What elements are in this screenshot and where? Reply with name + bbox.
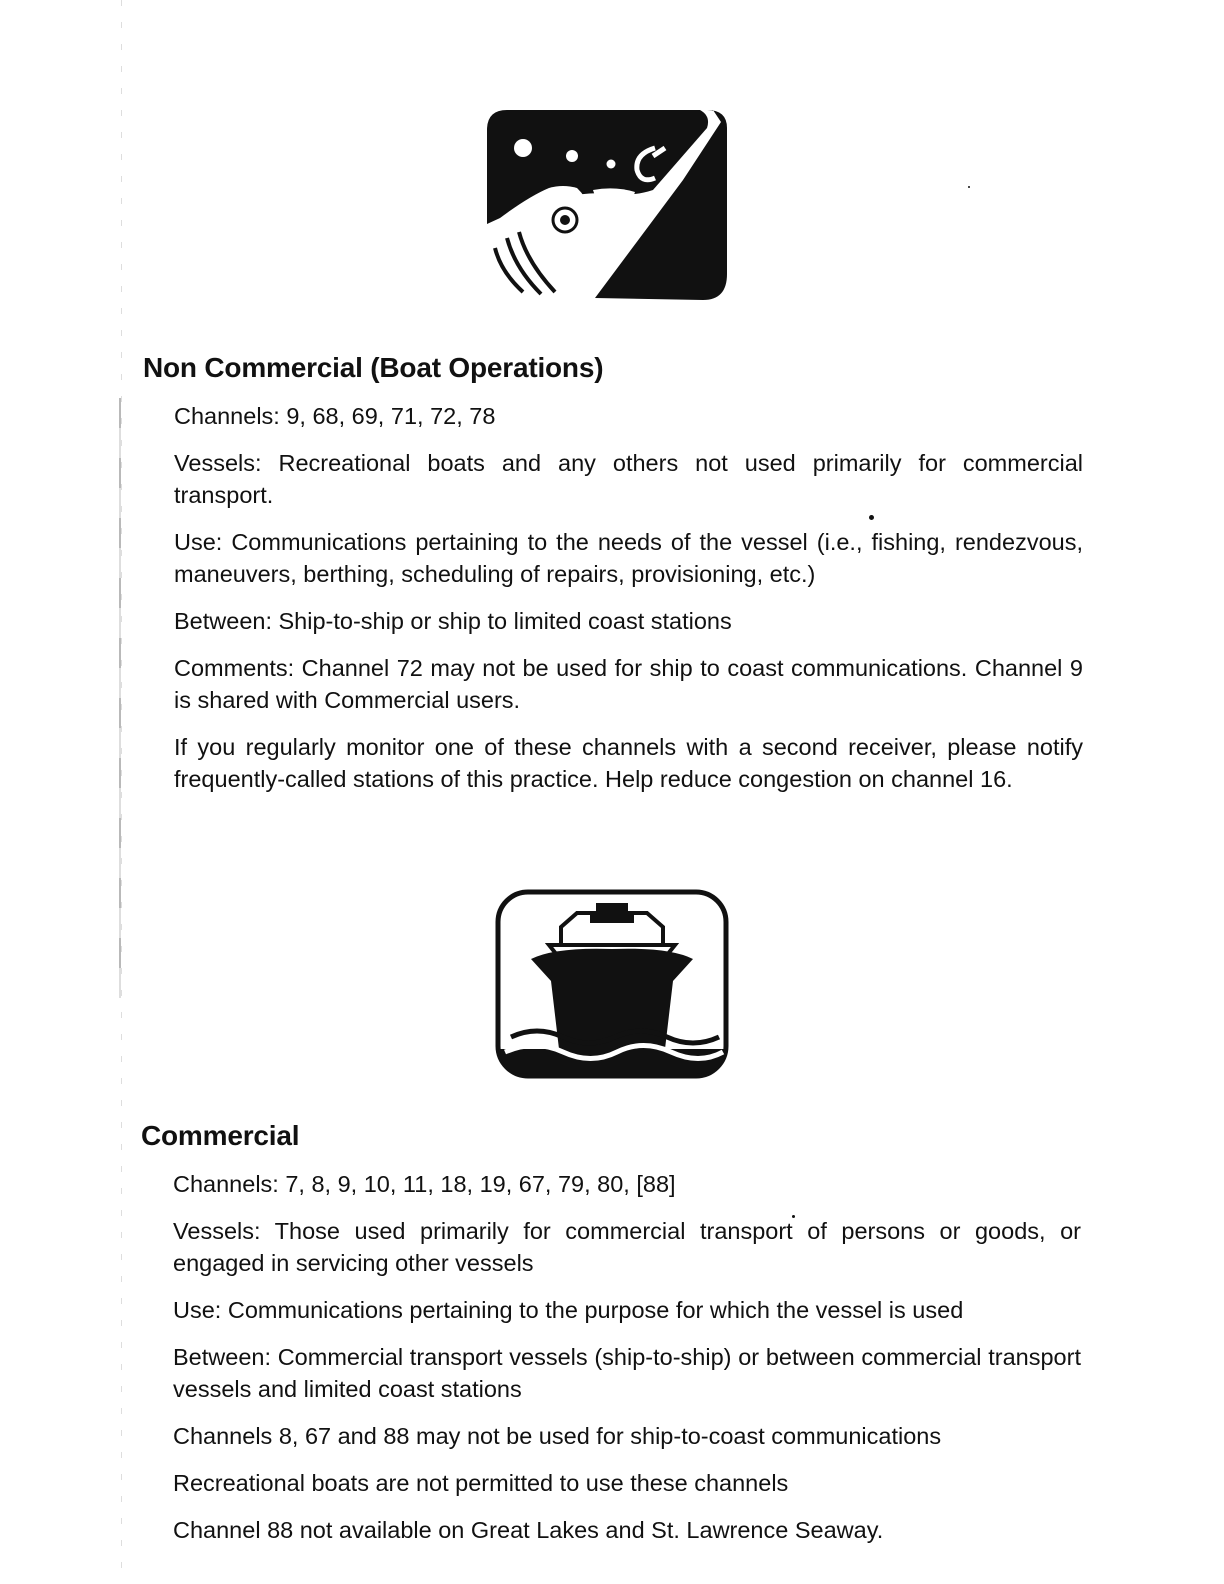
section-heading: Non Commercial (Boat Operations)	[143, 352, 604, 383]
monitoring-note-paragraph: If you regularly monitor one of these channels with a second receiver, please notify frequently-called stations of this practice. Help reduce congestion on channel 16.	[174, 734, 1083, 792]
commercial-ship-icon	[495, 889, 729, 1079]
section-commercial	[141, 1120, 1081, 1561]
scan-edge-artifact-strong	[119, 398, 121, 998]
channels-paragraph: Channels: 7, 8, 9, 10, 11, 18, 19, 67, 79, 80, [88]	[173, 1171, 676, 1197]
section-heading: Commercial	[141, 1120, 300, 1151]
use-paragraph: Use: Communications pertaining to the purpose for which the vessel is used	[173, 1297, 964, 1323]
vessels-paragraph: Vessels: Recreational boats and any others not used primarily for commercial transport.	[174, 450, 1083, 508]
vessels-paragraph: Vessels: Those used primarily for commercial transport of persons or goods, or engaged in servicing other vessels	[173, 1218, 1081, 1276]
fishing-hook-icon	[485, 108, 729, 302]
recreational-note-paragraph: Recreational boats are not permitted to use these channels	[173, 1470, 789, 1496]
scan-edge-artifact	[121, 0, 122, 1584]
restriction-paragraph: Channels 8, 67 and 88 may not be used for ship-to-coast communications	[173, 1423, 942, 1449]
scan-speck	[968, 186, 970, 188]
between-paragraph: Between: Commercial transport vessels (ship-to-ship) or between commercial transport vessels and limited coast stations	[173, 1344, 1081, 1402]
channels-paragraph: Channels: 9, 68, 69, 71, 72, 78	[174, 403, 496, 429]
availability-note-paragraph: Channel 88 not available on Great Lakes and St. Lawrence Seaway.	[173, 1517, 884, 1543]
between-paragraph: Between: Ship-to-ship or ship to limited coast stations	[174, 608, 732, 634]
comments-paragraph: Comments: Channel 72 may not be used for ship to coast communications. Channel 9 is shared with Commercial users.	[174, 655, 1083, 713]
section-non-commercial	[143, 352, 1083, 810]
use-paragraph: Use: Communications pertaining to the needs of the vessel (i.e., fishing, rendezvous, maneuvers, berthing, scheduling of repairs, provisioning, etc.)	[174, 529, 1083, 587]
